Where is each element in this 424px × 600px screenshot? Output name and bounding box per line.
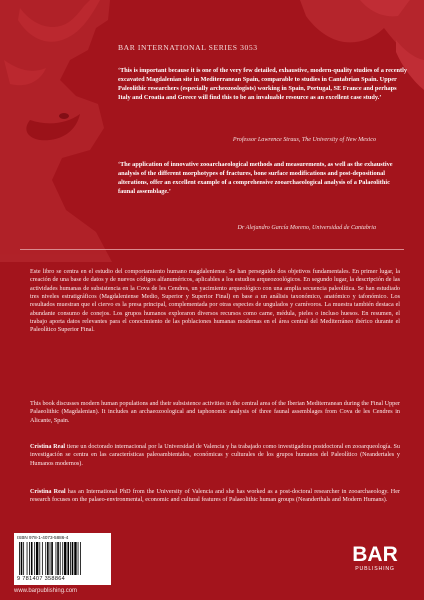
publisher-url[interactable]: www.barpublishing.com bbox=[14, 588, 78, 594]
endorsement-attribution: Professor Lawrence Straus, The University of New Mexico bbox=[232, 137, 376, 143]
author-bio-english bbox=[30, 488, 400, 505]
author-bio-spanish bbox=[30, 443, 400, 468]
endorsement-quote: ‘The application of innovative zooarchaeological methods and measurements, as well as the exhaustive analysis of the different morphotypes of fractures, bone surface modifications and post-depositional alterations, offer an excellent example of a comprehensive zooarchaeological analysis of a Palaeolithic faunal assemblage.’ bbox=[118, 161, 393, 196]
author-bio-text: has an International PhD from the University of Valencia and she has worked as a post-doctoral researcher in zooarchaeology. Her research focuses on the palaeo-environmental, economic and cultural features of Palaeolithic human groups (Neanderthals and Modern Humans). bbox=[30, 489, 400, 504]
barcode-number: 9 781407 358864 bbox=[17, 576, 66, 582]
logo-main-text: BAR bbox=[352, 543, 398, 566]
series-title: BAR INTERNATIONAL SERIES 3053 bbox=[118, 43, 258, 52]
description-english: This book discusses modern human populations and their subsistence activities in the central area of the Iberian Mediterranean during the Final Upper Palaeolithic (Magdalenian). It includes an archaeozoological and taphonomic analysis of three faunal assemblages from Cova de les Cendres in Alicante, Spain. bbox=[30, 401, 400, 424]
endorsement-attribution: Dr Alejandro García Moreno, Universidad de Cantabria bbox=[237, 225, 376, 231]
author-name: Cristina Real bbox=[30, 489, 66, 495]
description-spanish: Este libro se centra en el estudio del comportamiento humano magdaleniense. Se han perseguido dos objetivos fundamentales. En primer lugar, la creación de una base de datos y de nuevos códigos alfanuméricos, aplicables a los estudios arqueozoológicos. En segundo lugar, la descripción de las actividades humanas de subsistencia en la Cova de les Cendres, un yacimiento arqueológico con una amplia secuencia paleolítica. Se han estudiado tres niveles estratigráficos (Magdaleniense Medio, Superior y Superior Final) en base a un análisis taxonómico, anatómico y tafonómico. Los resultados muestran que el ciervo es la presa principal, complementada por otras especies de ungulados y carnívoros. La muestra también destaca el abundante consumo de conejos. Los grupos humanos exploraron diversos recursos como carne, médula, pieles o incluso huesos. En resumen, el trabajo aporta datos relevantes para el conocimiento de las poblaciones humanas modernas en el área central del Mediterráneo ibérico durante el Paleolítico Superior Final. bbox=[30, 269, 400, 334]
endorsement-quote: ‘This is important because it is one of the very few detailed, exhaustive, modern-quality studies of a recently excavated Magdalenian site in Mediterranean Spain, comparable to studies in Cantabrian Spain. Upper Paleolithic researchers (especially archeozoologists) working in Spain, Portugal, SE France and perhaps Italy and Croatia and Greece will find this to be an invaluable resource as an excellent case study.’ bbox=[118, 67, 407, 102]
barcode bbox=[14, 533, 111, 585]
author-name: Cristina Real bbox=[30, 444, 66, 450]
barcode-bars bbox=[18, 542, 107, 575]
bar-publishing-logo bbox=[350, 545, 400, 572]
logo-sub-text: PUBLISHING bbox=[355, 566, 395, 572]
section-divider bbox=[20, 249, 404, 250]
author-bio-text: tiene un doctorado internacional por la Universidad de Valencia y ha trabajado como investigadora postdoctoral en zooarqueología. Su investigación se centra en las características paleoambientales, económicas y culturales de los grupos humanos del Paleolítico (Neandertales y Humanos modernos). bbox=[30, 444, 400, 467]
isbn-label: ISBN 978-1-4073-5886-4 bbox=[17, 535, 69, 540]
